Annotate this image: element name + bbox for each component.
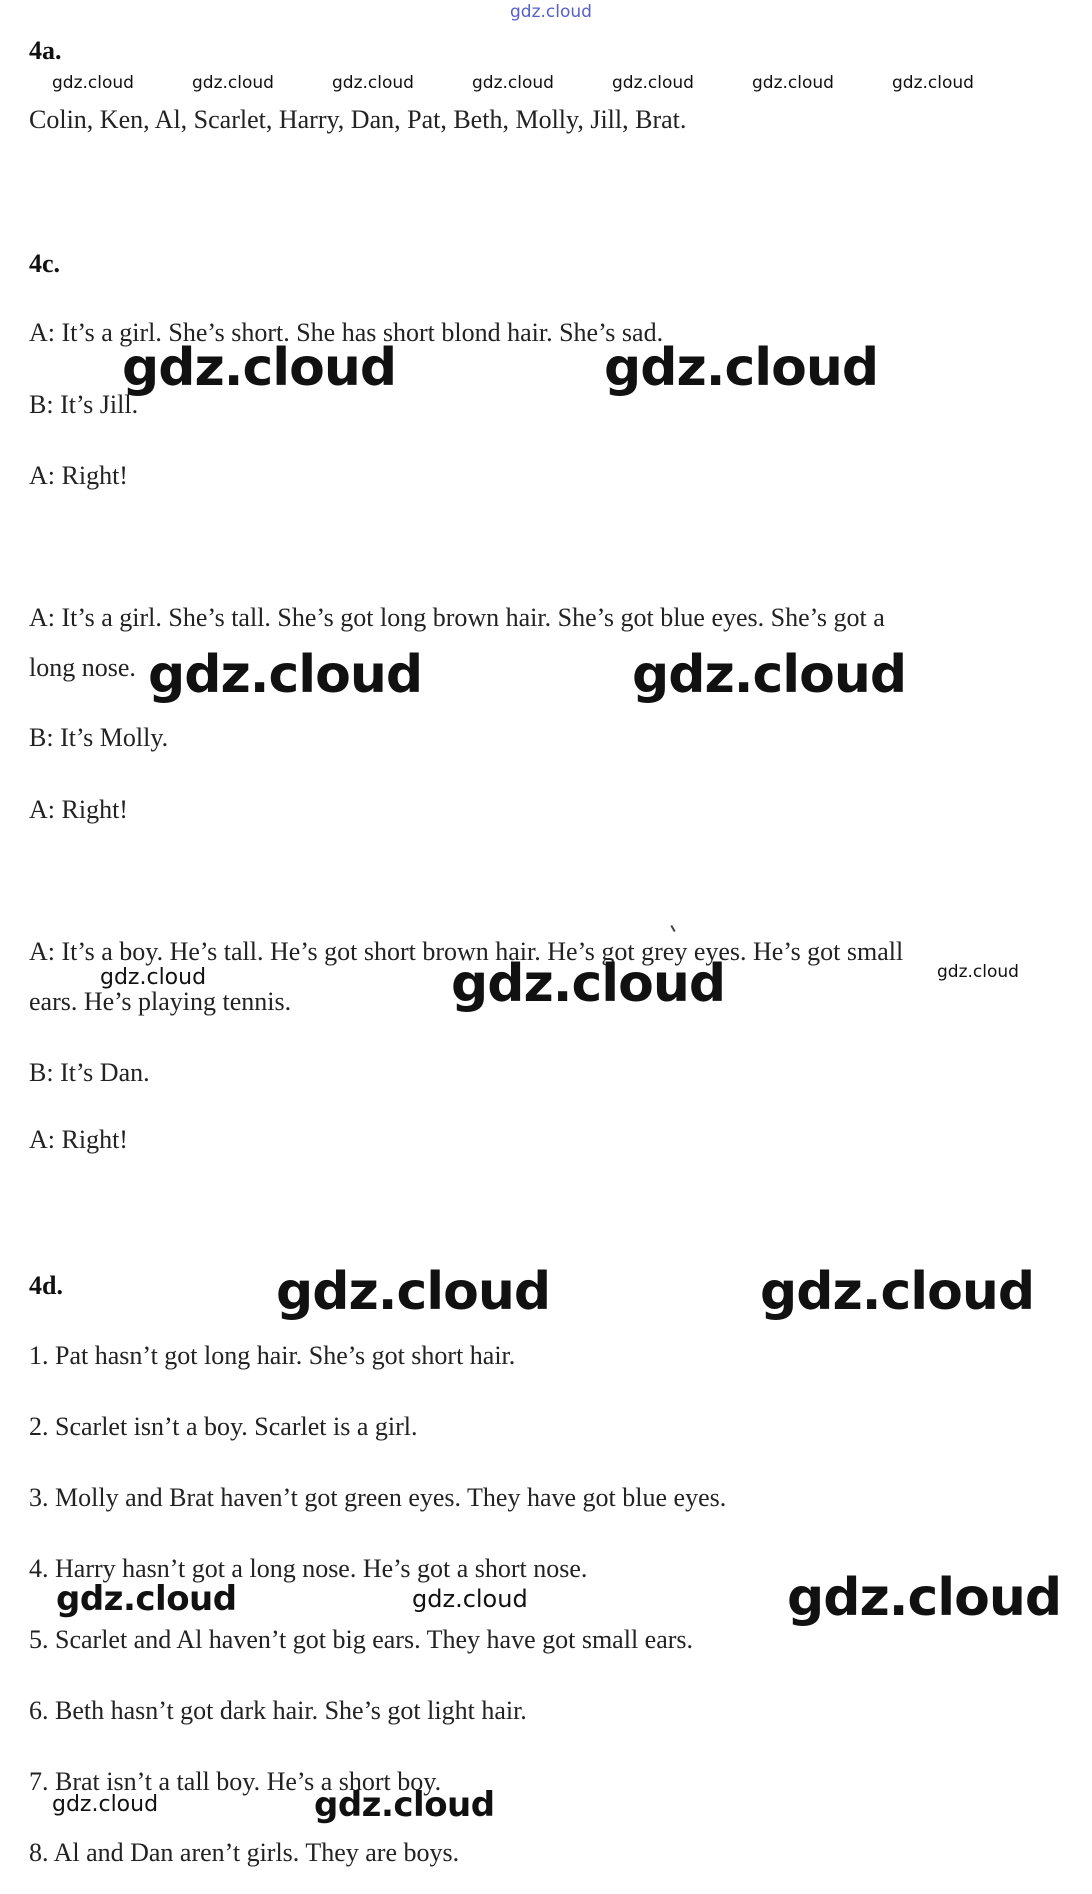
- answer-item: 7. Brat isn’t a tall boy. He’s a short boy.: [29, 1767, 442, 1796]
- dialogue3-a-reply: A: Right!: [29, 1125, 128, 1154]
- watermark-medium: gdz.cloud: [56, 1579, 237, 1619]
- section-4a-heading: 4a.: [29, 36, 62, 65]
- dialogue1-a-reply: A: Right!: [29, 461, 128, 490]
- watermark-small: gdz.cloud: [412, 1585, 528, 1613]
- answer-item: 6. Beth hasn’t got dark hair. She’s got light hair.: [29, 1696, 527, 1725]
- watermark-small: gdz.cloud: [52, 73, 134, 93]
- watermark-small: gdz.cloud: [100, 965, 207, 990]
- watermark-small: gdz.cloud: [52, 1792, 159, 1817]
- watermark-large: gdz.cloud: [632, 645, 907, 705]
- watermark-medium: gdz.cloud: [314, 1785, 495, 1825]
- answer-item: 5. Scarlet and Al haven’t got big ears. They have got small ears.: [29, 1625, 694, 1654]
- watermark-large: gdz.cloud: [604, 338, 879, 398]
- dialogue2-a-reply: A: Right!: [29, 795, 128, 824]
- dialogue1-a-line: A: It’s a girl. She’s short. She has short blond hair. She’s sad.: [29, 318, 664, 347]
- watermark-large: gdz.cloud: [760, 1262, 1035, 1322]
- section-4d-heading: 4d.: [29, 1271, 63, 1300]
- stray-mark: [670, 925, 675, 932]
- watermark-small: gdz.cloud: [937, 962, 1019, 982]
- names-list: Colin, Ken, Al, Scarlet, Harry, Dan, Pat, Beth, Molly, Jill, Brat.: [29, 105, 687, 134]
- watermark-small: gdz.cloud: [612, 73, 694, 93]
- watermark-small: gdz.cloud: [752, 73, 834, 93]
- answer-item: 3. Molly and Brat haven’t got green eyes. They have got blue eyes.: [29, 1483, 727, 1512]
- dialogue2-b-line: B: It’s Molly.: [29, 723, 169, 752]
- watermark-small: gdz.cloud: [192, 73, 274, 93]
- section-4c-heading: 4c.: [29, 249, 61, 278]
- watermark-small: gdz.cloud: [892, 73, 974, 93]
- watermark-large: gdz.cloud: [787, 1568, 1062, 1628]
- watermark-small: gdz.cloud: [472, 73, 554, 93]
- watermark-large: gdz.cloud: [276, 1262, 551, 1322]
- answer-item: 4. Harry hasn’t got a long nose. He’s got a short nose.: [29, 1554, 588, 1583]
- watermark-small: gdz.cloud: [332, 73, 414, 93]
- watermark-large: gdz.cloud: [451, 954, 726, 1014]
- watermark-large: gdz.cloud: [148, 645, 423, 705]
- answer-item: 2. Scarlet isn’t a boy. Scarlet is a girl.: [29, 1412, 418, 1441]
- answer-item: 1. Pat hasn’t got long hair. She’s got short hair.: [29, 1341, 516, 1370]
- answer-item: 8. Al and Dan aren’t girls. They are boys.: [29, 1838, 460, 1867]
- dialogue3-b-line: B: It’s Dan.: [29, 1058, 150, 1087]
- dialogue2-a-line1: A: It’s a girl. She’s tall. She’s got long brown hair. She’s got blue eyes. She’s got a: [29, 603, 885, 632]
- watermark-large: gdz.cloud: [122, 338, 397, 398]
- dialogue1-b-line: B: It’s Jill.: [29, 390, 139, 419]
- top-watermark: gdz.cloud: [510, 2, 592, 22]
- dialogue2-a-line2: long nose.: [29, 653, 136, 682]
- dialogue3-a-line2: ears. He’s playing tennis.: [29, 987, 292, 1016]
- dialogue3-a-line1: A: It’s a boy. He’s tall. He’s got short brown hair. He’s got grey eyes. He’s got small: [29, 937, 904, 966]
